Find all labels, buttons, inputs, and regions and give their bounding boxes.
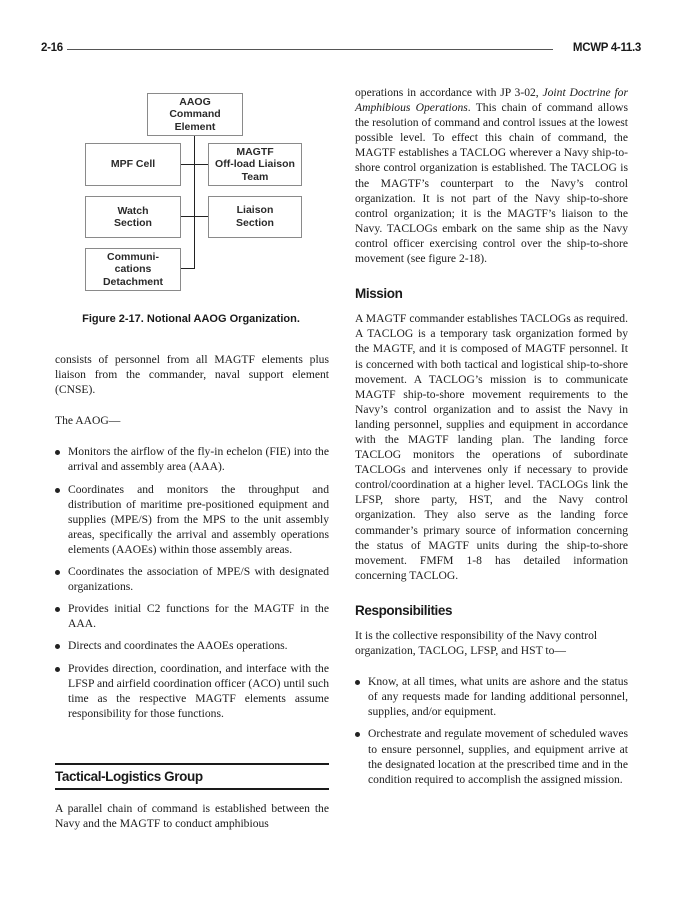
- bullet-icon: [55, 450, 60, 455]
- box-magtf-offload-liaison-team: MAGTF Off-load Liaison Team: [208, 143, 302, 186]
- section-heading-text: Tactical-Logistics Group: [55, 769, 203, 784]
- mission-paragraph: A MAGTF commander establishes TACLOGs as required. A TACLOG is a temporary task organization formed by the MAGTF, and it is composed of MAGTF personnel. It is concerned with both tactical and logistical ship-to-shore movement. A TACLOG’s mission is to communicate MAGTF ship-to-shore movement requirements to the Navy’s control organization and to assist the Navy in landing personnel, supplies and equipment in accordance with the MAGTF landing plan. The landing force TACLOG monitors the operations of subordinate TACLOGs and intervenes only if necessary to provide control/coordination at a higher level. TACLOGs link the LFSP, shore party, HST, and the Navy control organization. They also serve as the landing force commander’s primary source of information concerning the status of MAGTF units during the ship-to-shore movement. FMFM 1-8 has detailed information concerning TACLOG.: [355, 312, 628, 582]
- box-aaog-command-element: AAOG Command Element: [147, 93, 243, 136]
- section-heading-mission: Mission: [355, 286, 403, 302]
- list-item: Know, at all times, what units are ashore and the status of any requests made for landing additional personnel, supplies, and/or equipment.: [355, 674, 628, 719]
- section-heading-tactical-logistics-group: [55, 763, 329, 790]
- list-item: Orchestrate and regulate movement of scheduled waves to ensure personnel, supplies, and equipment arrive at the designated location at the prescribed time and in the condition required to accomplish the assigned mission.: [355, 726, 628, 786]
- bullet-icon: [355, 732, 360, 737]
- bullet-icon: [55, 488, 60, 493]
- responsibilities-intro: It is the collective responsibility of the Navy control organization, TACLOG, LFSP, and HST to—: [355, 629, 598, 658]
- connector-comm: [180, 268, 195, 269]
- bullet-icon: [55, 570, 60, 575]
- publication-title: Joint Doctrine for Amphibious Operations: [355, 86, 628, 115]
- bullet-icon: [55, 607, 60, 612]
- aaog-bullet-list: [55, 444, 329, 721]
- tlg-paragraph: A parallel chain of command is established between the Navy and the MAGTF to conduct amphibious: [55, 802, 329, 831]
- page-number: 2-16: [41, 42, 63, 54]
- list-item: Provides initial C2 functions for the MAGTF in the AAA.: [55, 601, 329, 631]
- list-item: Directs and coordinates the AAOEs operations.: [55, 638, 329, 653]
- bullet-icon: [55, 644, 60, 649]
- aaog-lead: The AAOG—: [55, 414, 121, 428]
- connector-mpf-magtf: [180, 164, 208, 165]
- heading-rule-bottom: [55, 788, 329, 790]
- bullet-icon: [55, 667, 60, 672]
- document-id: MCWP 4-11.3: [572, 42, 641, 54]
- connector-watch-liaison: [180, 216, 208, 217]
- list-item: Coordinates and monitors the throughput and distribution of maritime pre-positioned equipment and supplies (MPE/S) from the MPS to the unit assembly areas, specifically the arrival and assembly operations elements (AAOEs) within those assembly areas.: [55, 482, 329, 557]
- left-column: [55, 352, 329, 721]
- intro-paragraph: consists of personnel from all MAGTF elements plus liaison from the commander, naval support element (CNSE).: [55, 353, 329, 397]
- box-communications-detachment: Communi- cations Detachment: [85, 248, 181, 291]
- box-liaison-section: Liaison Section: [208, 196, 302, 238]
- org-chart-figure: [0, 0, 340, 300]
- list-item: Monitors the airflow of the fly-in echelon (FIE) into the arrival and assembly area (AAA).: [55, 444, 329, 474]
- tlg-continued-paragraph: operations in accordance with JP 3-02, Joint Doctrine for Amphibious Operations. This chain of command allows the resolution of command and control issues at the lowest possible level. To effect this chain of command, the MAGTF establishes a TACLOG wherever a Navy ship-to-shore control organization is established. The TACLOG is the MAGTF’s counterpart to the Navy’s control organization. It is not part of the Navy ship-to-shore control organization; it is the MAGTF’s liaison to the Navy. TACLOGs embark on the same ship as the Navy control officer exercising control over the ship-to-shore movement (see figure 2-18).: [355, 86, 628, 266]
- list-item: Provides direction, coordination, and interface with the LFSP and airfield coordination officer (ACO) until such time as the respective MAGTF elements assume responsibility for those functions.: [55, 661, 329, 721]
- box-watch-section: Watch Section: [85, 196, 181, 238]
- responsibilities-bullet-list: [355, 674, 628, 787]
- chart-trunk-line: [194, 135, 195, 269]
- section-heading-responsibilities: Responsibilities: [355, 602, 453, 618]
- right-column: [355, 85, 628, 787]
- list-item: Coordinates the association of MPE/S with designated organizations.: [55, 564, 329, 594]
- figure-caption: Figure 2-17. Notional AAOG Organization.: [82, 313, 300, 325]
- bullet-icon: [355, 680, 360, 685]
- box-mpf-cell: MPF Cell: [85, 143, 181, 186]
